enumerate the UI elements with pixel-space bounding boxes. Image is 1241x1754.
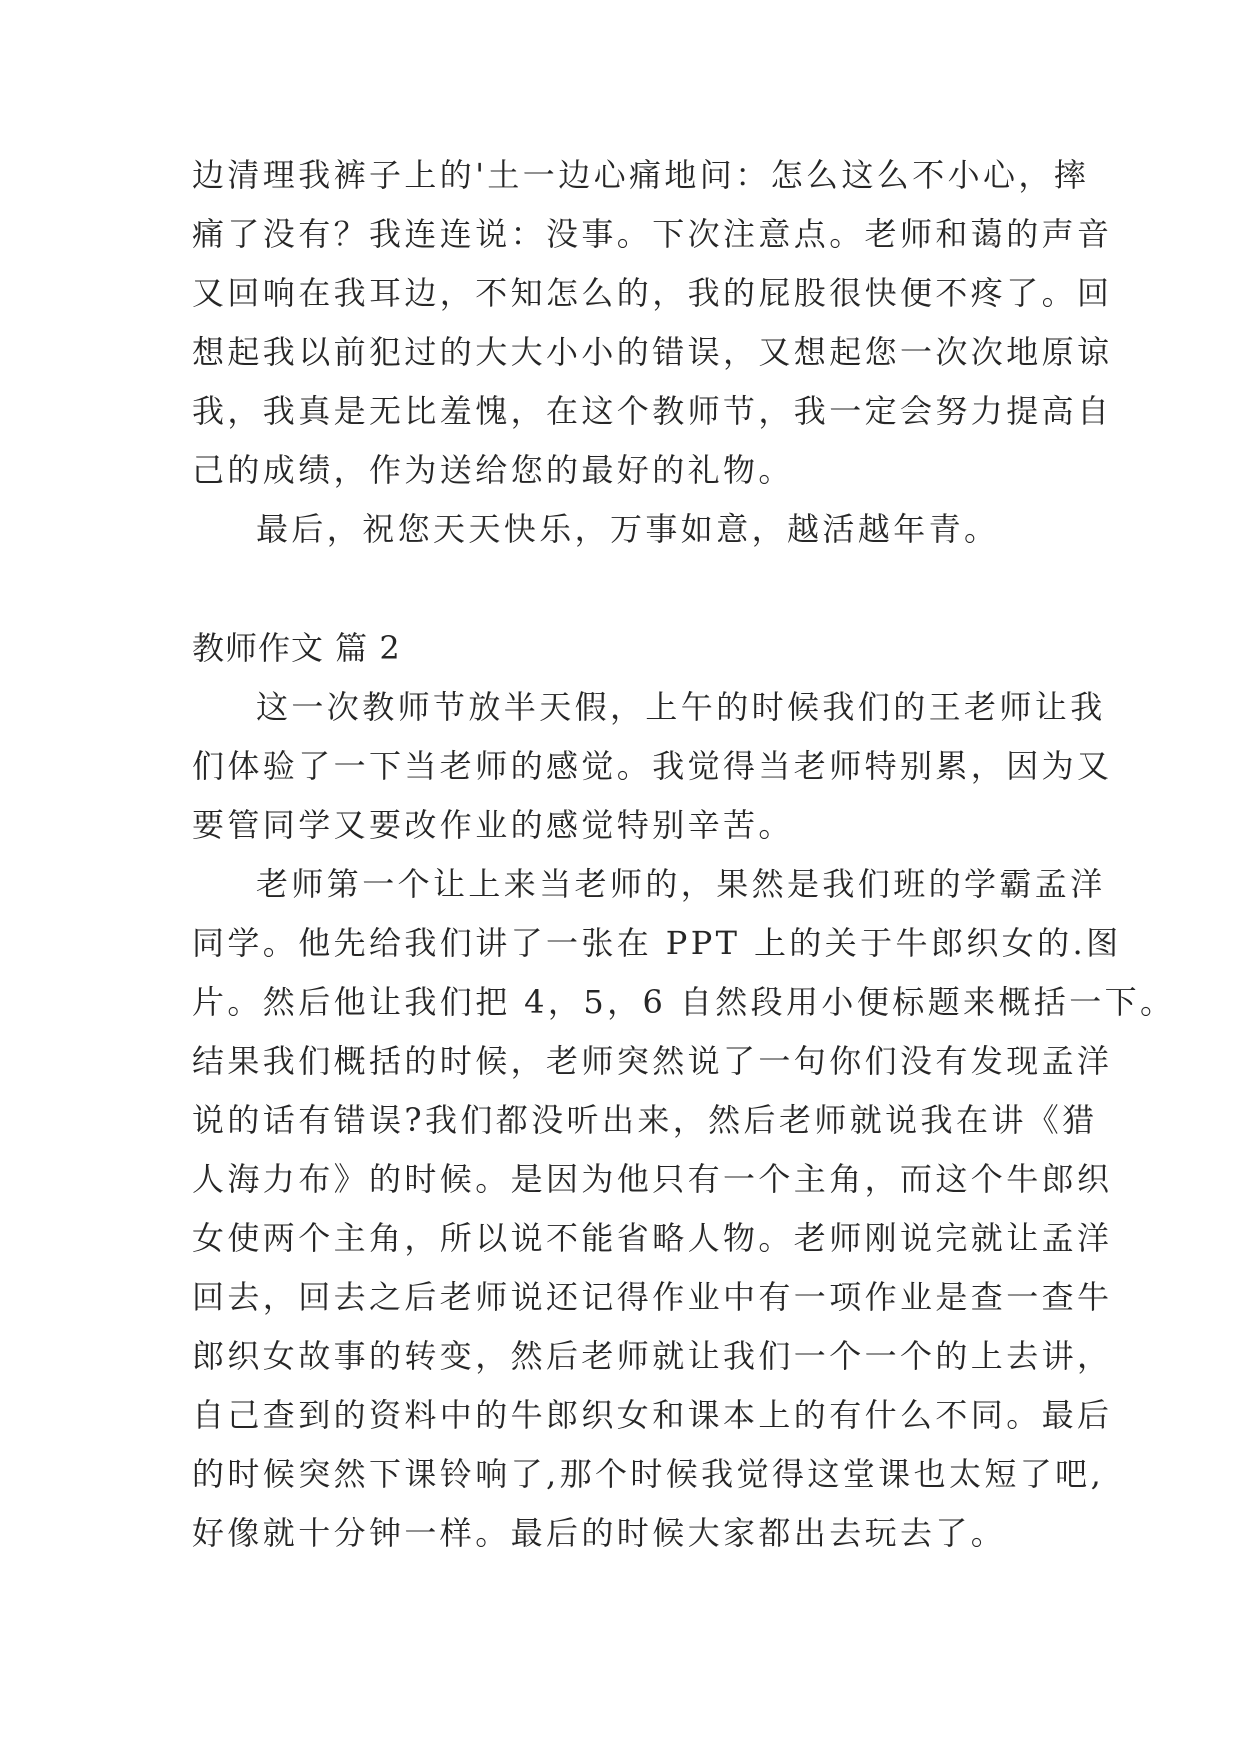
text-line: 人海力布》的时候。是因为他只有一个主角，而这个牛郎织 — [192, 1160, 1113, 1198]
text-line: 们体验了一下当老师的感觉。我觉得当老师特别累，因为又 — [192, 747, 1113, 785]
text-line: 好像就十分钟一样。最后的时候大家都出去玩去了。 — [192, 1514, 1007, 1552]
text-line: 边清理我裤子上的'土一边心痛地问：怎么这么不小心，摔 — [192, 156, 1090, 194]
text-line: 又回响在我耳边，不知怎么的，我的屁股很快便不疼了。回 — [192, 274, 1113, 312]
text-line: 痛了没有？我连连说：没事。下次注意点。老师和蔼的声音 — [192, 215, 1113, 253]
text-line: 想起我以前犯过的大大小小的错误，又想起您一次次地原谅 — [192, 333, 1113, 371]
text-line: 结果我们概括的时候，老师突然说了一句你们没有发现孟洋 — [192, 1042, 1113, 1080]
text-line: 我，我真是无比羞愧，在这个教师节，我一定会努力提高自 — [192, 392, 1113, 430]
text-line: 郎织女故事的转变，然后老师就让我们一个一个的上去讲， — [192, 1337, 1113, 1375]
text-line: 片。然后他让我们把 4，5，6 自然段用小便标题来概括一下。 — [192, 983, 1176, 1021]
text-line: 说的话有错误?我们都没听出来，然后老师就说我在讲《猎 — [192, 1101, 1098, 1139]
text-line: 己的成绩，作为送给您的最好的礼物。 — [192, 451, 794, 489]
text-line: 这一次教师节放半天假，上午的时候我们的王老师让我 — [256, 688, 1106, 726]
section-heading: 教师作文 篇 2 — [192, 629, 401, 667]
text-line: 同学。他先给我们讲了一张在 PPT 上的关于牛郎织女的.图 — [192, 924, 1122, 962]
text-line: 女使两个主角，所以说不能省略人物。老师刚说完就让孟洋 — [192, 1219, 1113, 1257]
text-line: 回去，回去之后老师说还记得作业中有一项作业是查一查牛 — [192, 1278, 1113, 1316]
text-line: 老师第一个让上来当老师的，果然是我们班的学霸孟洋 — [256, 865, 1106, 903]
text-line: 要管同学又要改作业的感觉特别辛苦。 — [192, 806, 794, 844]
text-line: 自己查到的资料中的牛郎织女和课本上的有什么不同。最后 — [192, 1396, 1113, 1434]
text-line: 的时候突然下课铃响了,那个时候我觉得这堂课也太短了吧, — [192, 1455, 1105, 1493]
text-line: 最后，祝您天天快乐，万事如意，越活越年青。 — [256, 510, 1000, 548]
